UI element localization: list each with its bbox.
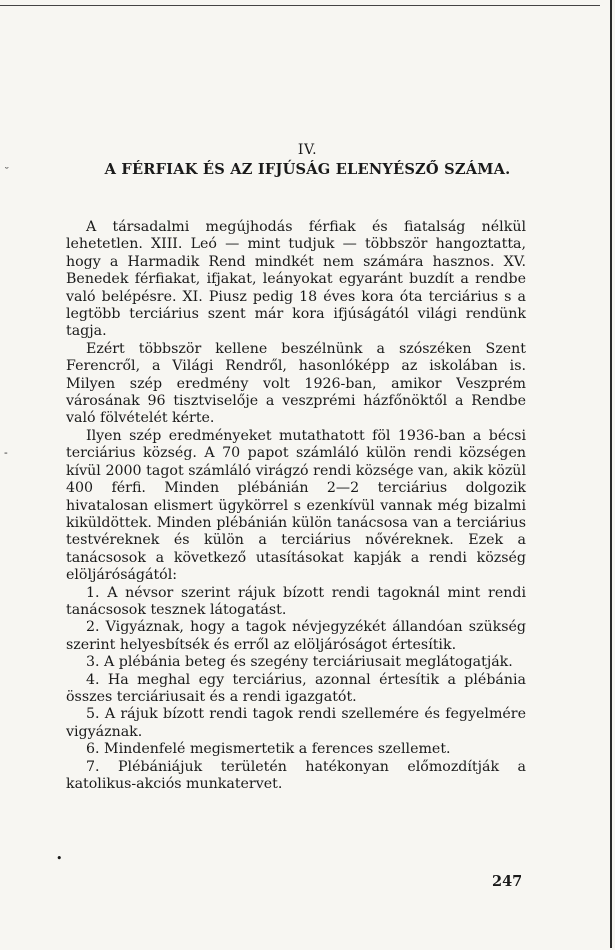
list-item: 5. A rájuk bízott rendi tagok rendi szellemére és fegyelmére vigyáznak.: [66, 706, 526, 740]
list-item: 6. Mindenfelé megismertetik a ferences szellemet.: [86, 741, 451, 758]
paragraph: Ezért többször kellene beszélnünk a szószéken Szent Ferencről, a Világi Rendről, hasonlóképp az iskolában is. Milyen szép eredmény volt 1926-ban, amikor Veszprém városának 96 tisztviselője a veszprémi házfőnöktől a Rendbe való fölvételét kérte.: [66, 340, 526, 427]
paragraph: A társadalmi megújhodás férfiak és fiatalság nélkül lehetetlen. XIII. Leó — mint tudjuk — többször hangoztatta, hogy a Harmadik Rend mindkét nem számára hasznos. XV. Benedek férfiakat, ifjakat, leányokat egyaránt buzdít a rendbe való belépésre. XI. Piusz pedig 18 éves kora óta terciárius s a legtöbb terciárius szent már kora ifjúságától világi rendünk tagja.: [66, 219, 526, 340]
body-text: [66, 219, 526, 793]
list-item: 3. A plébánia beteg és szegény terciáriusait meglátogatják.: [86, 654, 513, 671]
list-item: 4. Ha meghal egy terciárius, azonnal értesítik a plébánia összes terciáriusait és a rendi igazgatót.: [66, 671, 526, 705]
chapter-title: A FÉRFIAK ÉS AZ IFJÚSÁG ELENYÉSZŐ SZÁMA.: [104, 161, 511, 178]
top-rule: [0, 5, 600, 6]
margin-mark: -: [4, 446, 8, 459]
page-number: 247: [492, 873, 523, 890]
margin-mark: ˘: [4, 166, 10, 179]
bullet-mark: •: [56, 852, 63, 865]
list-item: 7. Plébániájuk területén hatékonyan előmozdítják a katolikus-akciós munkatervet.: [66, 758, 526, 792]
list-item: 2. Vigyáznak, hogy a tagok névjegyzékét állandóan szükség szerint helyesbítsék és erről az elöljáróságot értesítik.: [66, 619, 526, 653]
paragraph: Ilyen szép eredményeket mutathatott föl 1936-ban a bécsi terciárius község. A 70 papot számláló külön rendi községen kívül 2000 tagot számláló virágzó rendi községe van, akik közül 400 férfi. Minden plébánián 2—2 terciárius dolgozik hivatalosan elismert ügykörrel s ezenkívül vannak még bizalmi kiküldöttek. Minden plébánián külön tanácsosa van a terciárius testvéreknek és külön a terciárius nővéreknek. Ezek a tanácsosok a következő utasításokat kapják a rendi község elöljáróságától:: [66, 427, 526, 584]
list-item: 1. A névsor szerint rájuk bízott rendi tagoknál mint rendi tanácsosok tesznek látogatást.: [66, 584, 526, 618]
chapter-number: IV.: [297, 142, 318, 158]
